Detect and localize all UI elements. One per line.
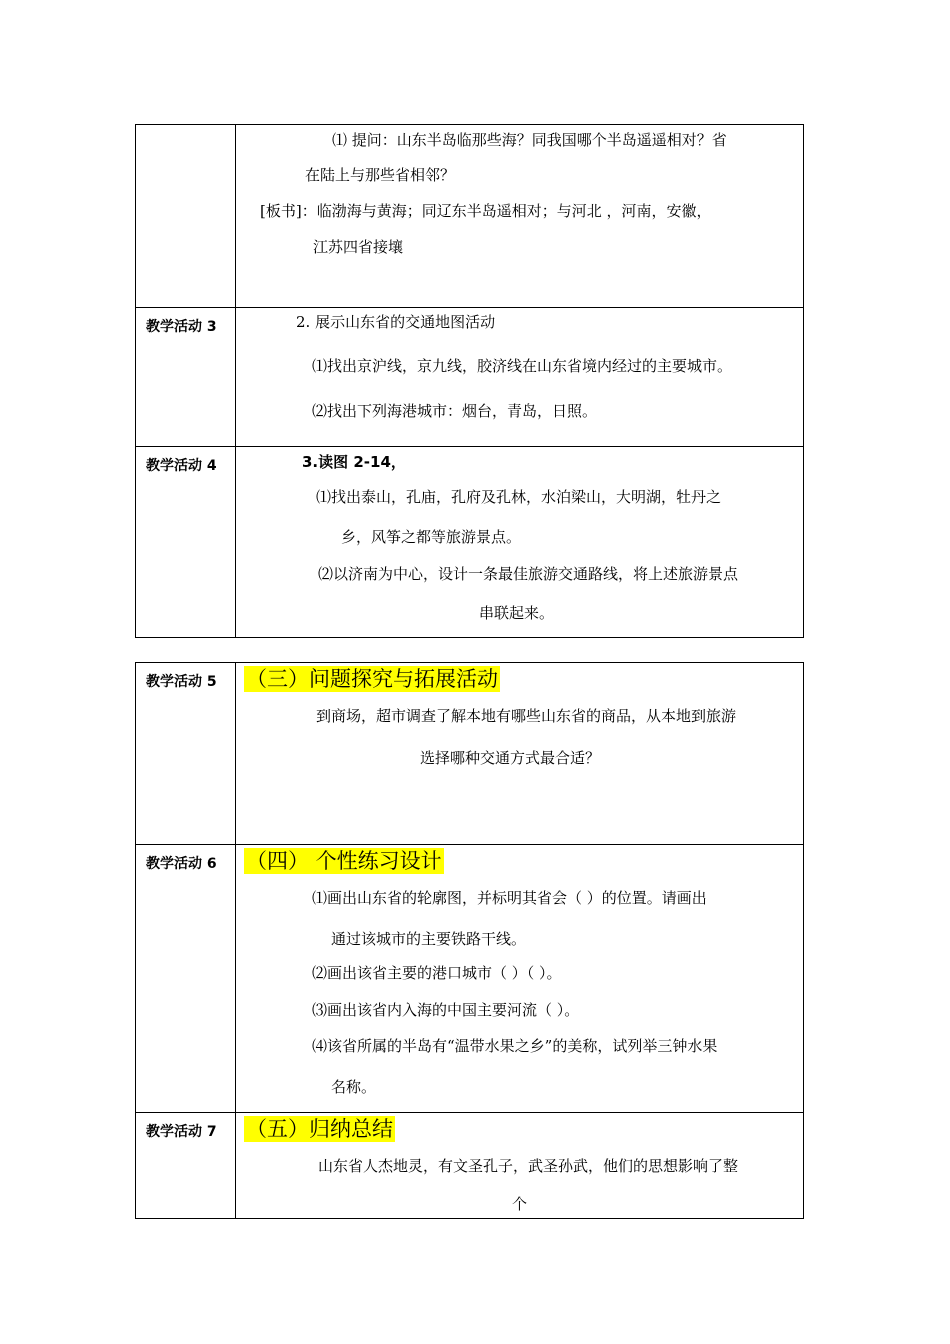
content-line: ⑵画出该省主要的港口城市（ ）（ ）。 <box>312 964 562 982</box>
row-content <box>236 125 803 307</box>
lesson-table-2 <box>135 662 804 1219</box>
content-line: ⑴ 提问：山东半岛临那些海？同我国哪个半岛遥遥相对？省 <box>332 131 727 149</box>
section-heading: （三）问题探究与拓展活动 <box>246 667 498 691</box>
table-row <box>136 844 803 1112</box>
content-line: 在陆上与那些省相邻？ <box>305 166 456 184</box>
row-label: 教学活动 3 <box>136 308 236 446</box>
row-content <box>236 1113 803 1218</box>
row-content <box>236 308 803 446</box>
row-label <box>136 125 236 307</box>
content-line: 选择哪种交通方式最合适？ <box>420 749 601 767</box>
content-line: 山东省人杰地灵，有文圣孔子，武圣孙武，他们的思想影响了整 <box>318 1157 739 1175</box>
row-label: 教学活动 5 <box>136 663 236 844</box>
lesson-table-1 <box>135 124 804 638</box>
row-content <box>236 845 803 1112</box>
content-line: ⑴画出山东省的轮廓图，并标明其省会（ ）的位置。请画出 <box>312 889 707 907</box>
content-line: ⑶画出该省内入海的中国主要河流（ ）。 <box>312 1001 580 1019</box>
content-line: [板书]：临渤海与黄海；同辽东半岛遥相对；与河北 ，河南，安徽， <box>260 202 712 220</box>
table-row <box>136 663 803 844</box>
content-line: ⑴找出泰山，孔庙，孔府及孔林，水泊梁山，大明湖，牡丹之 <box>316 488 722 506</box>
section-heading: （五）归纳总结 <box>246 1117 393 1141</box>
content-line: 串联起来。 <box>479 604 555 622</box>
content-line: 3.读图 2-14， <box>302 453 406 471</box>
row-content <box>236 447 803 638</box>
content-line: 江苏四省接壤 <box>313 238 404 256</box>
row-label: 教学活动 6 <box>136 845 236 1112</box>
table-row <box>136 125 803 307</box>
section-heading: （四） 个性练习设计 <box>246 849 442 873</box>
content-line: ⑴找出京沪线，京九线，胶济线在山东省境内经过的主要城市。 <box>312 357 733 375</box>
content-line: ⑵找出下列海港城市：烟台，青岛，日照。 <box>312 402 598 420</box>
content-line: ⑵以济南为中心，设计一条最佳旅游交通路线，将上述旅游景点 <box>318 565 739 583</box>
content-line: 2. 展示山东省的交通地图活动 <box>296 313 496 331</box>
row-content <box>236 663 803 844</box>
content-line: 个 <box>512 1195 528 1213</box>
content-line: ⑷该省所属的半岛有“温带水果之乡”的美称，试列举三钟水果 <box>312 1037 718 1055</box>
content-line: 到商场，超市调查了解本地有哪些山东省的商品，从本地到旅游 <box>316 707 737 725</box>
content-line: 名称。 <box>331 1078 377 1096</box>
table-row <box>136 307 803 446</box>
content-line: 通过该城市的主要铁路干线。 <box>331 930 527 948</box>
row-label: 教学活动 7 <box>136 1113 236 1218</box>
table-row <box>136 1112 803 1218</box>
row-label: 教学活动 4 <box>136 447 236 638</box>
content-line: 乡，风筝之都等旅游景点。 <box>341 528 522 546</box>
table-row <box>136 446 803 638</box>
